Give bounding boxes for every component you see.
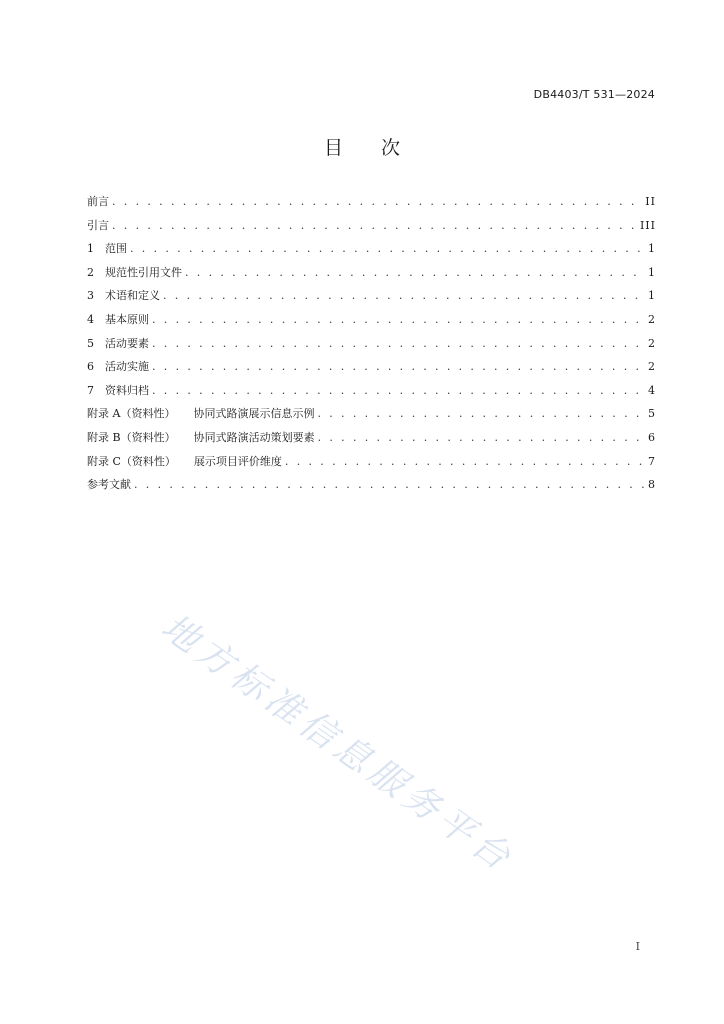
toc-appendix-number: 附录 A（资料性） bbox=[87, 407, 176, 421]
toc-section-title: 基本原则 bbox=[105, 312, 149, 326]
toc-section-number: 5 bbox=[87, 336, 94, 350]
toc-label bbox=[87, 357, 149, 377]
toc-item-appendix-a[interactable] bbox=[87, 404, 656, 428]
toc-label bbox=[87, 334, 149, 354]
page-number: I bbox=[635, 940, 640, 953]
toc-item-activity-elements[interactable] bbox=[87, 334, 656, 358]
toc-section-title: 活动实施 bbox=[105, 360, 149, 374]
toc-page-number: 2 bbox=[648, 360, 656, 374]
page-title: 目次 bbox=[323, 137, 438, 159]
table-of-contents bbox=[87, 192, 656, 499]
toc-appendix-number: 附录 B（资料性） bbox=[87, 430, 176, 444]
toc-label bbox=[87, 452, 282, 472]
toc-section-title: 展示项目评价维度 bbox=[193, 454, 282, 468]
toc-item-scope[interactable] bbox=[87, 239, 656, 263]
toc-label bbox=[87, 381, 149, 401]
toc-section-title: 协同式路演活动策划要素 bbox=[193, 430, 315, 444]
toc-leader-dots bbox=[130, 239, 645, 259]
toc-item-foreword[interactable] bbox=[87, 192, 656, 216]
toc-page-number: 6 bbox=[648, 430, 656, 444]
toc-item-terms-definitions[interactable] bbox=[87, 286, 656, 310]
toc-leader-dots bbox=[152, 310, 645, 330]
toc-section-number: 1 bbox=[87, 242, 94, 256]
toc-item-bibliography[interactable] bbox=[87, 475, 656, 499]
toc-section-title: 规范性引用文件 bbox=[105, 265, 182, 279]
toc-leader-dots bbox=[152, 357, 645, 377]
toc-leader-dots bbox=[112, 192, 642, 212]
toc-label bbox=[87, 310, 149, 330]
toc-page-number: 1 bbox=[648, 289, 656, 303]
toc-leader-dots bbox=[317, 404, 645, 424]
toc-label: 参考文献 bbox=[87, 478, 131, 492]
toc-leader-dots bbox=[134, 475, 645, 495]
toc-appendix-number: 附录 C（资料性） bbox=[87, 454, 176, 468]
toc-section-number: 7 bbox=[87, 383, 94, 397]
toc-item-appendix-b[interactable] bbox=[87, 428, 656, 452]
toc-leader-dots bbox=[112, 216, 637, 236]
toc-label: 前言 bbox=[87, 195, 109, 208]
toc-leader-dots bbox=[318, 428, 645, 448]
toc-item-appendix-c[interactable] bbox=[87, 452, 656, 476]
toc-item-activity-implementation[interactable] bbox=[87, 357, 656, 381]
toc-page-number: 4 bbox=[648, 383, 656, 397]
toc-label bbox=[87, 404, 314, 424]
toc-page-number: 8 bbox=[648, 478, 656, 492]
toc-section-number: 3 bbox=[87, 289, 94, 303]
toc-leader-dots bbox=[152, 381, 645, 401]
toc-label: 引言 bbox=[87, 218, 109, 232]
toc-section-number: 2 bbox=[87, 265, 94, 279]
toc-label bbox=[87, 263, 182, 283]
toc-leader-dots bbox=[152, 334, 645, 354]
toc-leader-dots bbox=[163, 286, 645, 306]
toc-page-number: 1 bbox=[648, 242, 656, 256]
toc-page-number: 2 bbox=[648, 312, 656, 326]
toc-item-archiving[interactable] bbox=[87, 381, 656, 405]
toc-page-number: 7 bbox=[648, 454, 656, 468]
toc-item-normative-references[interactable] bbox=[87, 263, 656, 287]
toc-section-title: 范围 bbox=[105, 242, 127, 256]
toc-label bbox=[87, 239, 127, 259]
toc-item-introduction[interactable] bbox=[87, 216, 656, 240]
toc-section-title: 活动要素 bbox=[105, 336, 149, 350]
toc-section-title: 术语和定义 bbox=[105, 289, 160, 303]
toc-section-title: 协同式路演展示信息示例 bbox=[193, 407, 315, 421]
toc-leader-dots bbox=[285, 452, 645, 472]
toc-item-basic-principles[interactable] bbox=[87, 310, 656, 334]
document-code: DB4403/T 531—2024 bbox=[533, 88, 655, 101]
toc-section-title: 资料归档 bbox=[105, 383, 149, 397]
toc-label bbox=[87, 428, 315, 448]
watermark: 地方标准信息服务平台 bbox=[153, 606, 522, 882]
toc-page-number: III bbox=[639, 218, 656, 232]
toc-leader-dots bbox=[185, 263, 645, 283]
toc-section-number: 4 bbox=[87, 312, 94, 326]
toc-page-number: 2 bbox=[648, 336, 656, 350]
toc-page-number: 5 bbox=[648, 407, 656, 421]
toc-section-number: 6 bbox=[87, 360, 94, 374]
toc-page-number: 1 bbox=[648, 265, 656, 279]
toc-label bbox=[87, 286, 160, 306]
toc-page-number: II bbox=[645, 195, 656, 208]
